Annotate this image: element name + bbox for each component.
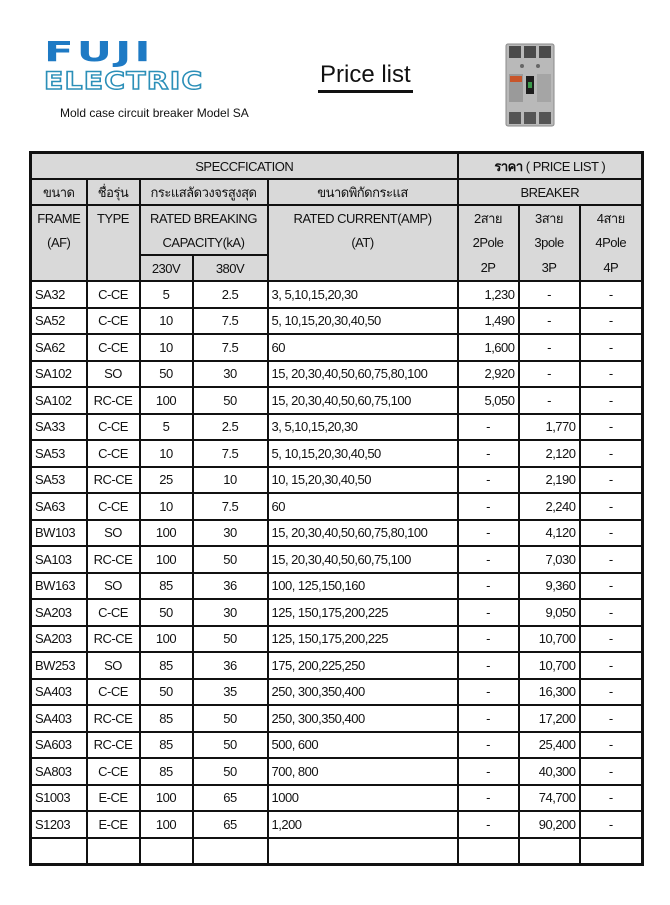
fuji-electric-logo bbox=[44, 35, 204, 98]
price-2pole-cell: - bbox=[458, 493, 519, 520]
type-cell: RC-CE bbox=[87, 732, 140, 759]
type-cell: RC-CE bbox=[87, 387, 140, 414]
table-row bbox=[31, 361, 643, 388]
price-3pole-cell: 2,190 bbox=[519, 467, 580, 494]
frame-cell: SA53 bbox=[31, 440, 87, 467]
price-title-en: ( PRICE LIST ) bbox=[525, 158, 606, 174]
price-3pole-cell: 9,050 bbox=[519, 599, 580, 626]
frame-header-thai: ขนาด bbox=[31, 179, 87, 205]
price-2pole-cell: - bbox=[458, 599, 519, 626]
capacity-230v-cell: 25 bbox=[140, 467, 193, 494]
frame-cell: SA203 bbox=[31, 626, 87, 653]
price-2pole-cell: - bbox=[458, 811, 519, 838]
type-cell: C-CE bbox=[87, 334, 140, 361]
price-4pole-cell: - bbox=[580, 467, 643, 494]
capacity-230v-cell: 5 bbox=[140, 281, 193, 308]
price-3pole-cell: 90,200 bbox=[519, 811, 580, 838]
capacity-380v-cell: 7.5 bbox=[193, 308, 268, 335]
frame-header-en: FRAME bbox=[31, 205, 87, 230]
capacity-230v-cell bbox=[140, 838, 193, 865]
capacity-380v-cell: 7.5 bbox=[193, 493, 268, 520]
type-cell: C-CE bbox=[87, 599, 140, 626]
frame-cell: S1003 bbox=[31, 785, 87, 812]
price-2pole-cell: 5,050 bbox=[458, 387, 519, 414]
capacity-380v-cell: 2.5 bbox=[193, 414, 268, 441]
type-cell: C-CE bbox=[87, 281, 140, 308]
frame-cell: SA403 bbox=[31, 679, 87, 706]
capacity-230v-cell: 50 bbox=[140, 679, 193, 706]
capacity-230v-cell: 50 bbox=[140, 361, 193, 388]
price-4pole-cell bbox=[580, 838, 643, 865]
frame-cell: SA32 bbox=[31, 281, 87, 308]
document-subtitle: Mold case circuit breaker Model SA bbox=[60, 106, 249, 120]
price-2pole-cell: - bbox=[458, 626, 519, 653]
table-row bbox=[31, 599, 643, 626]
frame-cell: SA62 bbox=[31, 334, 87, 361]
breaker-header: BREAKER bbox=[458, 179, 643, 205]
capacity-380v-cell: 2.5 bbox=[193, 281, 268, 308]
frame-cell: SA803 bbox=[31, 758, 87, 785]
price-2pole-cell: - bbox=[458, 440, 519, 467]
price-4pole-cell: - bbox=[580, 599, 643, 626]
table-row bbox=[31, 838, 643, 865]
price-2pole-cell: - bbox=[458, 520, 519, 547]
type-cell: SO bbox=[87, 520, 140, 547]
capacity-230v-cell: 85 bbox=[140, 573, 193, 600]
table-row bbox=[31, 308, 643, 335]
capacity-380v-cell: 7.5 bbox=[193, 440, 268, 467]
price-4pole-cell: - bbox=[580, 652, 643, 679]
capacity-380v-cell: 35 bbox=[193, 679, 268, 706]
price-2pole-cell: - bbox=[458, 705, 519, 732]
table-row bbox=[31, 785, 643, 812]
price-3pole-cell: - bbox=[519, 281, 580, 308]
price-3pole-cell: 10,700 bbox=[519, 626, 580, 653]
capacity-380v-cell: 50 bbox=[193, 758, 268, 785]
price-4pole-cell: - bbox=[580, 387, 643, 414]
capacity-230v-cell: 85 bbox=[140, 758, 193, 785]
capacity-380v-cell: 30 bbox=[193, 361, 268, 388]
price-3pole-cell: - bbox=[519, 361, 580, 388]
current-header-thai: ขนาดพิกัดกระแส bbox=[268, 179, 458, 205]
price-2pole-cell: 1,490 bbox=[458, 308, 519, 335]
price-4pole-cell: - bbox=[580, 281, 643, 308]
price-3pole-cell: 1,770 bbox=[519, 414, 580, 441]
price-3pole-cell: 7,030 bbox=[519, 546, 580, 573]
rated-current-cell: 60 bbox=[268, 334, 458, 361]
rated-current-cell: 15, 20,30,40,50,60,75,80,100 bbox=[268, 520, 458, 547]
type-header-en: TYPE bbox=[87, 205, 140, 230]
price-2pole-cell bbox=[458, 838, 519, 865]
rated-current-cell: 250, 300,350,400 bbox=[268, 679, 458, 706]
table-row bbox=[31, 334, 643, 361]
price-3pole-cell: 2,120 bbox=[519, 440, 580, 467]
pole4-header-short: 4P bbox=[580, 255, 643, 281]
frame-cell bbox=[31, 838, 87, 865]
price-2pole-cell: 1,230 bbox=[458, 281, 519, 308]
frame-cell: SA102 bbox=[31, 361, 87, 388]
capacity-230v-cell: 50 bbox=[140, 599, 193, 626]
pole3-header-thai: 3สาย bbox=[519, 205, 580, 230]
table-row bbox=[31, 626, 643, 653]
capacity-380v-cell: 65 bbox=[193, 785, 268, 812]
capacity-380v-cell: 10 bbox=[193, 467, 268, 494]
frame-header-unit: (AF) bbox=[31, 230, 87, 255]
rated-current-cell: 125, 150,175,200,225 bbox=[268, 599, 458, 626]
price-4pole-cell: - bbox=[580, 520, 643, 547]
price-4pole-cell: - bbox=[580, 440, 643, 467]
type-cell: E-CE bbox=[87, 811, 140, 838]
capacity-380v-cell: 36 bbox=[193, 652, 268, 679]
v380-header: 380V bbox=[193, 255, 268, 281]
table-row bbox=[31, 652, 643, 679]
type-cell: RC-CE bbox=[87, 626, 140, 653]
price-4pole-cell: - bbox=[580, 414, 643, 441]
price-2pole-cell: - bbox=[458, 546, 519, 573]
price-2pole-cell: 1,600 bbox=[458, 334, 519, 361]
price-list-header bbox=[458, 153, 643, 180]
price-3pole-cell: 2,240 bbox=[519, 493, 580, 520]
pole2-header-en: 2Pole bbox=[458, 230, 519, 255]
frame-cell: SA63 bbox=[31, 493, 87, 520]
rated-current-cell: 5, 10,15,20,30,40,50 bbox=[268, 440, 458, 467]
type-header-blank bbox=[87, 230, 140, 255]
capacity-380v-cell: 7.5 bbox=[193, 334, 268, 361]
frame-cell: BW163 bbox=[31, 573, 87, 600]
price-4pole-cell: - bbox=[580, 758, 643, 785]
type-header-blank-2 bbox=[87, 255, 140, 281]
table-row bbox=[31, 520, 643, 547]
type-cell: SO bbox=[87, 573, 140, 600]
price-2pole-cell: - bbox=[458, 573, 519, 600]
rated-current-cell: 15, 20,30,40,50,60,75,100 bbox=[268, 387, 458, 414]
price-3pole-cell: - bbox=[519, 308, 580, 335]
capacity-230v-cell: 85 bbox=[140, 652, 193, 679]
spec-header: SPECCFICATION bbox=[31, 153, 458, 180]
price-2pole-cell: - bbox=[458, 467, 519, 494]
capacity-230v-cell: 10 bbox=[140, 440, 193, 467]
rated-current-cell: 15, 20,30,40,50,60,75,100 bbox=[268, 546, 458, 573]
capacity-230v-cell: 100 bbox=[140, 520, 193, 547]
pole4-header-thai: 4สาย bbox=[580, 205, 643, 230]
rated-current-cell: 5, 10,15,20,30,40,50 bbox=[268, 308, 458, 335]
current-header-blank bbox=[268, 255, 458, 281]
price-4pole-cell: - bbox=[580, 493, 643, 520]
capacity-380v-cell: 50 bbox=[193, 732, 268, 759]
rated-current-cell: 125, 150,175,200,225 bbox=[268, 626, 458, 653]
price-3pole-cell: 74,700 bbox=[519, 785, 580, 812]
table-row bbox=[31, 467, 643, 494]
type-cell: C-CE bbox=[87, 758, 140, 785]
capacity-380v-cell: 65 bbox=[193, 811, 268, 838]
v230-header: 230V bbox=[140, 255, 193, 281]
frame-cell: SA203 bbox=[31, 599, 87, 626]
type-cell: C-CE bbox=[87, 679, 140, 706]
capacity-230v-cell: 10 bbox=[140, 334, 193, 361]
rated-current-cell: 1000 bbox=[268, 785, 458, 812]
price-4pole-cell: - bbox=[580, 732, 643, 759]
frame-header-blank bbox=[31, 255, 87, 281]
table-row bbox=[31, 493, 643, 520]
rated-current-cell: 15, 20,30,40,50,60,75,80,100 bbox=[268, 361, 458, 388]
pole4-header-en: 4Pole bbox=[580, 230, 643, 255]
pole3-header-short: 3P bbox=[519, 255, 580, 281]
type-cell: E-CE bbox=[87, 785, 140, 812]
price-4pole-cell: - bbox=[580, 308, 643, 335]
type-header-thai: ชื่อรุ่น bbox=[87, 179, 140, 205]
pole2-header-short: 2P bbox=[458, 255, 519, 281]
price-2pole-cell: - bbox=[458, 732, 519, 759]
frame-cell: SA102 bbox=[31, 387, 87, 414]
capacity-380v-cell: 50 bbox=[193, 387, 268, 414]
price-4pole-cell: - bbox=[580, 785, 643, 812]
frame-cell: SA53 bbox=[31, 467, 87, 494]
frame-cell: SA403 bbox=[31, 705, 87, 732]
price-3pole-cell: 9,360 bbox=[519, 573, 580, 600]
price-2pole-cell: 2,920 bbox=[458, 361, 519, 388]
capacity-header-thai: กระแสลัดวงจรสูงสุด bbox=[140, 179, 268, 205]
price-2pole-cell: - bbox=[458, 785, 519, 812]
table-row bbox=[31, 414, 643, 441]
price-3pole-cell: - bbox=[519, 334, 580, 361]
table-row bbox=[31, 281, 643, 308]
capacity-header-unit: CAPACITY(kA) bbox=[140, 230, 268, 255]
rated-current-cell bbox=[268, 838, 458, 865]
price-table bbox=[29, 151, 644, 866]
price-3pole-cell: 4,120 bbox=[519, 520, 580, 547]
capacity-380v-cell: 50 bbox=[193, 705, 268, 732]
price-3pole-cell: - bbox=[519, 387, 580, 414]
type-cell: RC-CE bbox=[87, 546, 140, 573]
frame-cell: SA103 bbox=[31, 546, 87, 573]
frame-cell: SA33 bbox=[31, 414, 87, 441]
type-cell bbox=[87, 838, 140, 865]
price-4pole-cell: - bbox=[580, 811, 643, 838]
price-4pole-cell: - bbox=[580, 705, 643, 732]
rated-current-cell: 700, 800 bbox=[268, 758, 458, 785]
pole2-header-thai: 2สาย bbox=[458, 205, 519, 230]
type-cell: SO bbox=[87, 361, 140, 388]
price-3pole-cell: 25,400 bbox=[519, 732, 580, 759]
capacity-230v-cell: 100 bbox=[140, 626, 193, 653]
table-row bbox=[31, 811, 643, 838]
rated-current-cell: 3, 5,10,15,20,30 bbox=[268, 281, 458, 308]
price-4pole-cell: - bbox=[580, 334, 643, 361]
type-cell: RC-CE bbox=[87, 705, 140, 732]
capacity-230v-cell: 85 bbox=[140, 732, 193, 759]
capacity-230v-cell: 100 bbox=[140, 785, 193, 812]
capacity-230v-cell: 100 bbox=[140, 546, 193, 573]
table-row bbox=[31, 387, 643, 414]
frame-cell: SA52 bbox=[31, 308, 87, 335]
type-cell: C-CE bbox=[87, 414, 140, 441]
type-cell: C-CE bbox=[87, 493, 140, 520]
table-row bbox=[31, 758, 643, 785]
table-row bbox=[31, 705, 643, 732]
rated-current-cell: 3, 5,10,15,20,30 bbox=[268, 414, 458, 441]
rated-current-cell: 100, 125,150,160 bbox=[268, 573, 458, 600]
logo-fuji-text: FUJI bbox=[44, 35, 154, 68]
type-cell: RC-CE bbox=[87, 467, 140, 494]
price-2pole-cell: - bbox=[458, 758, 519, 785]
current-header-en: RATED CURRENT(AMP) bbox=[268, 205, 458, 230]
capacity-380v-cell: 50 bbox=[193, 626, 268, 653]
frame-cell: BW253 bbox=[31, 652, 87, 679]
price-3pole-cell bbox=[519, 838, 580, 865]
table-row bbox=[31, 573, 643, 600]
price-2pole-cell: - bbox=[458, 414, 519, 441]
capacity-230v-cell: 10 bbox=[140, 493, 193, 520]
capacity-230v-cell: 100 bbox=[140, 387, 193, 414]
price-3pole-cell: 10,700 bbox=[519, 652, 580, 679]
capacity-380v-cell: 36 bbox=[193, 573, 268, 600]
price-4pole-cell: - bbox=[580, 546, 643, 573]
price-2pole-cell: - bbox=[458, 652, 519, 679]
price-title-thai: ราคา bbox=[494, 159, 523, 175]
logo-electric-text: ELECTRIC bbox=[44, 67, 204, 95]
price-4pole-cell: - bbox=[580, 626, 643, 653]
pole3-header-en: 3pole bbox=[519, 230, 580, 255]
page-title: Price list bbox=[318, 62, 413, 93]
type-cell: C-CE bbox=[87, 440, 140, 467]
type-cell: C-CE bbox=[87, 308, 140, 335]
price-2pole-cell: - bbox=[458, 679, 519, 706]
capacity-230v-cell: 10 bbox=[140, 308, 193, 335]
rated-current-cell: 1,200 bbox=[268, 811, 458, 838]
price-4pole-cell: - bbox=[580, 573, 643, 600]
capacity-230v-cell: 100 bbox=[140, 811, 193, 838]
price-3pole-cell: 16,300 bbox=[519, 679, 580, 706]
capacity-230v-cell: 5 bbox=[140, 414, 193, 441]
rated-current-cell: 60 bbox=[268, 493, 458, 520]
circuit-breaker-image bbox=[504, 42, 556, 128]
rated-current-cell: 250, 300,350,400 bbox=[268, 705, 458, 732]
capacity-380v-cell: 30 bbox=[193, 599, 268, 626]
rated-current-cell: 175, 200,225,250 bbox=[268, 652, 458, 679]
rated-current-cell: 10, 15,20,30,40,50 bbox=[268, 467, 458, 494]
price-3pole-cell: 40,300 bbox=[519, 758, 580, 785]
table-row bbox=[31, 546, 643, 573]
table-row bbox=[31, 440, 643, 467]
capacity-header-en: RATED BREAKING bbox=[140, 205, 268, 230]
capacity-230v-cell: 85 bbox=[140, 705, 193, 732]
table-row bbox=[31, 732, 643, 759]
type-cell: SO bbox=[87, 652, 140, 679]
capacity-380v-cell: 30 bbox=[193, 520, 268, 547]
price-4pole-cell: - bbox=[580, 679, 643, 706]
frame-cell: S1203 bbox=[31, 811, 87, 838]
capacity-380v-cell: 50 bbox=[193, 546, 268, 573]
price-3pole-cell: 17,200 bbox=[519, 705, 580, 732]
table-row bbox=[31, 679, 643, 706]
frame-cell: BW103 bbox=[31, 520, 87, 547]
frame-cell: SA603 bbox=[31, 732, 87, 759]
rated-current-cell: 500, 600 bbox=[268, 732, 458, 759]
capacity-380v-cell bbox=[193, 838, 268, 865]
price-4pole-cell: - bbox=[580, 361, 643, 388]
current-header-unit: (AT) bbox=[268, 230, 458, 255]
